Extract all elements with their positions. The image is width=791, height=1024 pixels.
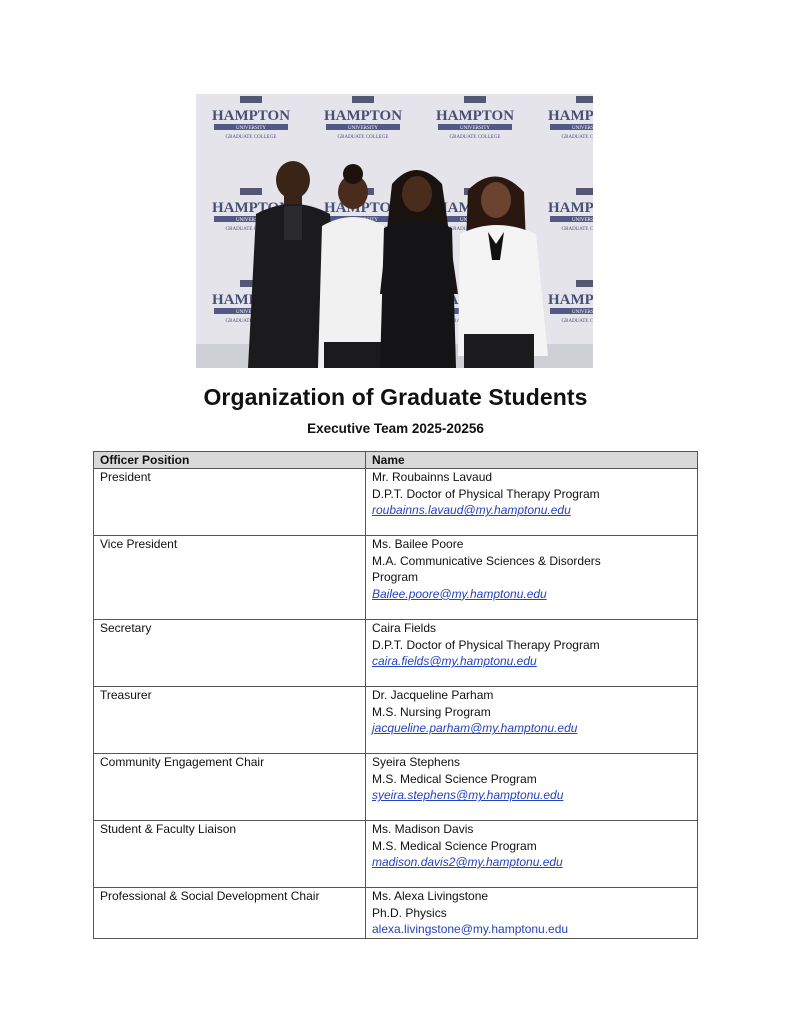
- team-photo-illustration: [196, 94, 593, 368]
- officer-position: Community Engagement Chair: [94, 754, 366, 821]
- officer-name: Ms. Madison Davis: [372, 822, 474, 836]
- officer-position: Secretary: [94, 620, 366, 687]
- page-title: Organization of Graduate Students: [203, 384, 588, 410]
- table-header-row: [94, 452, 698, 469]
- officer-position: Student & Faculty Liaison: [94, 821, 366, 888]
- table-row: [94, 620, 698, 687]
- officer-details: [366, 687, 698, 754]
- officer-program: D.P.T. Doctor of Physical Therapy Program: [372, 486, 600, 501]
- table-row: [94, 469, 698, 536]
- officer-details: [366, 620, 698, 687]
- officer-email-link[interactable]: alexa.livingstone@my.hamptonu.edu: [372, 922, 569, 937]
- officer-program: D.P.T. Doctor of Physical Therapy Program: [372, 637, 600, 652]
- officer-program: Ph.D. Physics: [372, 905, 447, 920]
- officer-position: Vice President: [94, 536, 366, 620]
- officer-name: Dr. Jacqueline Parham: [372, 688, 494, 702]
- page-subtitle: Executive Team 2025-20256: [307, 421, 484, 436]
- officer-email-link[interactable]: caira.fields@my.hamptonu.edu: [372, 654, 537, 669]
- officer-position: Treasurer: [94, 687, 366, 754]
- officers-table: [93, 451, 698, 939]
- officer-details: [366, 821, 698, 888]
- officer-details: [366, 469, 698, 536]
- officer-email-link[interactable]: madison.davis2@my.hamptonu.edu: [372, 855, 563, 870]
- officer-program-continued: Program: [372, 570, 419, 585]
- officer-details: [366, 888, 698, 939]
- table-row: [94, 687, 698, 754]
- officer-email-link[interactable]: syeira.stephens@my.hamptonu.edu: [372, 788, 564, 803]
- team-photo: [196, 94, 593, 368]
- officer-name: Ms. Alexa Livingstone: [372, 889, 489, 903]
- officer-program: M.A. Communicative Sciences & Disorders: [372, 553, 601, 568]
- header-name: Name: [366, 452, 698, 469]
- officer-position: President: [94, 469, 366, 536]
- officer-position: Professional & Social Development Chair: [94, 888, 366, 939]
- officer-email-link[interactable]: roubainns.lavaud@my.hamptonu.edu: [372, 503, 571, 518]
- officer-name: Mr. Roubainns Lavaud: [372, 470, 493, 484]
- officer-program: M.S. Medical Science Program: [372, 838, 537, 853]
- officer-details: [366, 536, 698, 620]
- officer-email-link[interactable]: Bailee.poore@my.hamptonu.edu: [372, 586, 547, 601]
- officer-name: Caira Fields: [372, 621, 437, 635]
- officer-program: M.S. Nursing Program: [372, 704, 491, 719]
- table-row: [94, 754, 698, 821]
- officer-name: Syeira Stephens: [372, 755, 461, 769]
- table-row: [94, 821, 698, 888]
- header-officer-position: Officer Position: [94, 452, 366, 469]
- officer-program: M.S. Medical Science Program: [372, 771, 537, 786]
- officer-details: [366, 754, 698, 821]
- officer-email-link[interactable]: jacqueline.parham@my.hamptonu.edu: [372, 721, 578, 736]
- table-row: [94, 888, 698, 939]
- table-row: [94, 536, 698, 620]
- officer-name: Ms. Bailee Poore: [372, 537, 464, 551]
